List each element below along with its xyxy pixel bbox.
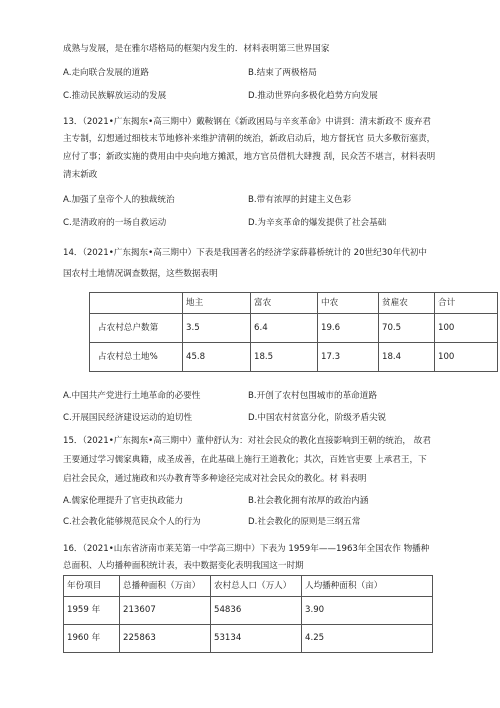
table-header-cell: 地主	[183, 293, 251, 314]
q14-option-d: D.中国农村贫富分化，阶级矛盾尖锐	[248, 413, 387, 423]
table-cell: 3.5	[183, 314, 251, 343]
q13-stem-line: 主专制，幻想通过细枝末节地修补来维护清朝的统治，新政启动后，地方督抚官 员大多敷衍塞责，	[63, 134, 436, 144]
q15-option-a: A.儒家伦理提升了官吏执政能力	[63, 496, 184, 506]
table-cell: 54836	[211, 597, 302, 625]
table-cell: 100	[435, 343, 498, 372]
table-cell: 100	[435, 314, 498, 343]
q15-option-b: B.社会教化拥有浓厚的政治内涵	[248, 496, 369, 506]
q15-stem-line: 15．（2021•广东揭东•高三期中）董仲舒认为：对社会民众的教化直接影响到王朝的统治， 故君	[63, 436, 431, 446]
q16-sowing-table	[63, 575, 433, 653]
q15-option-d: D.社会教化的原则是三纲五常	[248, 517, 361, 527]
table-cell: 213607	[120, 597, 211, 625]
intro-option-b: B.结束了两极格局	[248, 68, 317, 78]
q16-stem-line: 总面积、人均播种面积统计表，表中数据变化表明我国这一时期	[63, 561, 304, 571]
q14-stem-line: 国农村土地情况调查数据，这些数据表明	[63, 269, 218, 279]
table-header-cell: 人均播种面积（亩）	[302, 576, 433, 597]
table-cell: 1960 年	[64, 625, 120, 653]
q14-option-a: A.中国共产党进行土地革命的必要性	[63, 391, 201, 401]
table-cell: 3.90	[302, 597, 433, 625]
intro-option-c: C.推动民族解放运动的发展	[63, 91, 167, 101]
table-cell: 18.4	[379, 343, 435, 372]
table-header-cell	[90, 293, 183, 314]
table-header-row	[90, 293, 498, 314]
table-row	[64, 625, 433, 653]
intro-option-d: D.推动世界向多极化趋势方向发展	[248, 91, 378, 101]
q14-stem-line: 14．（2021•广东揭东•高三期中）下表是我国著名的经济学家薛暮桥统计的 20世纪30年代初中	[63, 248, 428, 258]
q14-option-c: C.开展国民经济建设运动的迫切性	[63, 413, 193, 423]
table-cell: 45.8	[183, 343, 251, 372]
table-cell: 占农村总土地%	[90, 343, 183, 372]
table-cell: 18.5	[251, 343, 318, 372]
table-row	[90, 343, 498, 372]
table-header-cell: 中农	[318, 293, 379, 314]
table-cell: 1959 年	[64, 597, 120, 625]
table-header-cell: 合计	[435, 293, 498, 314]
q15-option-c: C.社会教化能够规范民众个人的行为	[63, 517, 201, 527]
table-header-cell: 总播种面积（万亩）	[120, 576, 211, 597]
table-row	[64, 597, 433, 625]
table-cell: 占农村总户数第	[90, 314, 183, 343]
intro-option-a: A.走向联合发展的道路	[63, 68, 149, 78]
q14-option-b: B.开创了农村包围城市的革命道路	[248, 391, 377, 401]
q13-stem-line: 13．（2021•广东揭东•高三期中）戴鞍钢在《新政困局与辛亥革命》中讲到：清末新政不 废弃君	[63, 117, 431, 127]
intro-text-line: 成熟与发展，是在雅尔塔格局的框架内发生的．材料表明第三世界国家	[63, 44, 330, 54]
table-cell: 53134	[211, 625, 302, 653]
q14-land-table	[89, 292, 498, 372]
table-header-row	[64, 576, 433, 597]
q13-option-b: B.带有浓厚的封建主义色彩	[248, 195, 352, 205]
table-header-cell: 年份项目	[64, 576, 120, 597]
table-cell: 70.5	[379, 314, 435, 343]
table-cell: 19.6	[318, 314, 379, 343]
q13-stem-line: 清末新政	[63, 170, 98, 180]
table-cell: 4.25	[302, 625, 433, 653]
q13-stem-line: 应付了事；新政实施的费用由中央向地方摊派，地方官员借机大肆搜 刮，民众苦不堪言，材料表明	[63, 152, 436, 162]
table-cell: 225863	[120, 625, 211, 653]
table-header-cell: 贫雇农	[379, 293, 435, 314]
q15-stem-line: 启社会民众，通过施政和兴办教育等多种途径完成对社会民众的教化。材 料表明	[63, 474, 367, 484]
table-row	[90, 314, 498, 343]
q13-option-c: C.是清政府的一场自救运动	[63, 218, 167, 228]
q13-option-d: D.为辛亥革命的爆发提供了社会基础	[248, 218, 387, 228]
table-cell: 6.4	[251, 314, 318, 343]
table-header-cell: 农村总人口（万人）	[211, 576, 302, 597]
table-header-cell: 富农	[251, 293, 318, 314]
q16-stem-line: 16．（2021•山东省济南市莱芜第一中学高三期中）下表为 1959年——1963年全国农作 物播种	[63, 544, 430, 554]
q13-option-a: A.加强了皇帝个人的独裁统治	[63, 195, 175, 205]
q15-stem-line: 王要通过学习儒家典籍，成圣成善，在此基础上施行王道教化；其次，百姓官吏要 上承君王，下	[63, 455, 427, 465]
table-cell: 17.3	[318, 343, 379, 372]
